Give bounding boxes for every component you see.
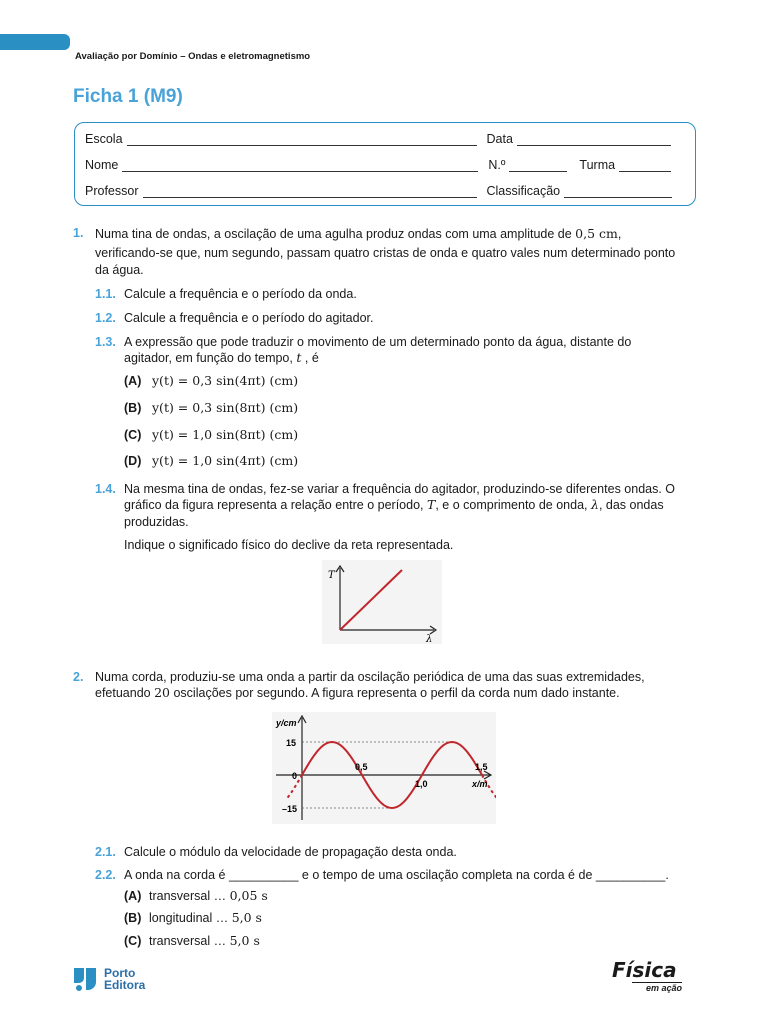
page-title: Ficha 1 (M9) xyxy=(73,86,183,107)
graph-y-label: T xyxy=(328,570,335,581)
porto-editora-icon xyxy=(72,966,100,992)
q14-text-b-mid: , e o comprimento de onda, xyxy=(435,498,588,512)
q13-option-a-label: (A) xyxy=(124,374,142,388)
q22-option-b-label: (B) xyxy=(124,911,142,925)
q1-text-a-end: , xyxy=(617,227,622,241)
q13-option-c-label: (C) xyxy=(124,428,142,442)
turma-field[interactable] xyxy=(619,160,671,172)
q13-text-b xyxy=(124,350,319,367)
q1-text-line1 xyxy=(95,226,621,243)
q13-text-a: A expressão que pode traduzir o movimento de um determinado ponto da água, distante do xyxy=(124,335,632,349)
wave-xtick-1-5: 1,5 xyxy=(475,762,488,772)
q11-number: 1.1. xyxy=(95,287,116,301)
numero-field[interactable] xyxy=(509,160,567,172)
q22-number: 2.2. xyxy=(95,868,116,882)
q14-text-c: produzidas. xyxy=(124,515,189,529)
q11-text: Calcule a frequência e o período da onda. xyxy=(124,287,357,301)
q13-option-a[interactable] xyxy=(124,373,298,390)
row-nome xyxy=(85,158,671,172)
q22-text: A onda na corda é __________ e o tempo de uma oscilação completa na corda é de __________. xyxy=(124,868,669,882)
q14-text-a: Na mesma tina de ondas, fez-se variar a frequência do agitador, produzindo-se diferentes ondas. O xyxy=(124,482,676,496)
q14-text-b-pre: gráfico da figura representa a relação entre o período, xyxy=(124,498,424,512)
porto-editora-logo xyxy=(72,966,145,992)
q22-option-c[interactable] xyxy=(124,933,260,950)
period-wavelength-graph xyxy=(322,560,442,644)
q14-text-b xyxy=(124,497,664,514)
string-wave-chart xyxy=(272,712,496,824)
row-escola xyxy=(85,132,671,146)
q14-number: 1.4. xyxy=(95,482,116,496)
q22-option-b-text: longitudinal … xyxy=(149,911,229,925)
row-professor xyxy=(85,184,672,198)
fisica-em-acao-logo xyxy=(612,958,682,993)
escola-field[interactable] xyxy=(127,134,477,146)
q22-option-c-label: (C) xyxy=(124,934,142,948)
q2-text-a: Numa corda, produziu-se uma onda a partir da oscilação periódica de uma das suas extremidades, xyxy=(95,670,645,684)
identification-box xyxy=(74,122,696,206)
wave-y-label: y/cm xyxy=(276,718,297,728)
q13-option-b-label: (B) xyxy=(124,401,142,415)
data-field[interactable] xyxy=(517,134,671,146)
q13-option-c-expr: y(t) = 1,0 sin(8πt) (cm) xyxy=(152,427,299,442)
header-tab xyxy=(0,34,70,50)
professor-field[interactable] xyxy=(143,186,477,198)
wave-x-label: x/m xyxy=(472,779,488,789)
q2-text-b xyxy=(95,685,620,702)
q1-number: 1. xyxy=(73,226,84,240)
q22-option-a-text: transversal … xyxy=(149,889,227,903)
q22-option-b[interactable] xyxy=(124,910,262,927)
q22-option-c-text: transversal … xyxy=(149,934,227,948)
q13-option-b[interactable] xyxy=(124,400,298,417)
q22-option-a[interactable] xyxy=(124,888,268,905)
q14-text-b-end: , das ondas xyxy=(598,498,664,512)
publisher-line2: Editora xyxy=(104,978,146,992)
q13-number: 1.3. xyxy=(95,335,116,349)
nome-label: Nome xyxy=(85,158,119,172)
q13-option-a-expr: y(t) = 0,3 sin(4πt) (cm) xyxy=(152,373,299,388)
wave-ytick-neg15: –15 xyxy=(282,804,298,814)
q13-text-b-pre: agitador, em função do tempo, xyxy=(124,351,293,365)
professor-label: Professor xyxy=(85,184,139,198)
wave-xtick-0-5: 0,5 xyxy=(355,762,368,772)
brand-subtitle: em ação xyxy=(632,982,682,993)
q21-number: 2.1. xyxy=(95,845,116,859)
wave-xtick-1-0: 1,0 xyxy=(415,779,428,789)
classificacao-field[interactable] xyxy=(564,186,672,198)
q1-text-b: verificando-se que, num segundo, passam quatro cristas de onda e quatro vales num determinado ponto xyxy=(95,246,676,260)
turma-label: Turma xyxy=(579,158,616,172)
q14-lambda-symbol: λ xyxy=(591,497,599,512)
numero-label: N.º xyxy=(488,158,506,172)
q1-text-c: da água. xyxy=(95,263,144,277)
nome-field[interactable] xyxy=(122,160,478,172)
q1-amplitude: 0,5 cm xyxy=(575,226,618,241)
escola-label: Escola xyxy=(85,132,123,146)
q1-text-a: Numa tina de ondas, a oscilação de uma agulha produz ondas com uma amplitude de xyxy=(95,227,572,241)
q13-option-d-label: (D) xyxy=(124,454,142,468)
publisher-line1: Porto xyxy=(104,966,136,980)
brand-title: Física xyxy=(612,958,677,982)
q13-option-d[interactable] xyxy=(124,453,298,470)
q12-text: Calcule a frequência e o período do agitador. xyxy=(124,311,374,325)
q13-option-d-expr: y(t) = 1,0 sin(4πt) (cm) xyxy=(152,453,299,468)
q22-option-a-value: 0,05 s xyxy=(229,888,268,903)
q13-t-symbol: t xyxy=(296,350,302,365)
data-label: Data xyxy=(486,132,513,146)
q13-option-b-expr: y(t) = 0,3 sin(8πt) (cm) xyxy=(152,400,299,415)
q14-text-d: Indique o significado físico do declive da reta representada. xyxy=(124,538,454,552)
q12-number: 1.2. xyxy=(95,311,116,325)
q2-oscillations: 20 xyxy=(154,685,170,700)
q2-text-b-end: oscilações por segundo. A figura representa o perfil da corda num dado instante. xyxy=(173,686,620,700)
q22-option-c-value: 5,0 s xyxy=(229,933,260,948)
graph-x-label: λ xyxy=(426,634,433,644)
q22-option-b-value: 5,0 s xyxy=(231,910,262,925)
q21-text: Calcule o módulo da velocidade de propagação desta onda. xyxy=(124,845,457,859)
q2-text-b-pre: efetuando xyxy=(95,686,151,700)
page-header: Avaliação por Domínio – Ondas e eletromagnetismo xyxy=(75,51,311,62)
q13-text-b-end: , é xyxy=(304,351,319,365)
classificacao-label: Classificação xyxy=(486,184,561,198)
q22-option-a-label: (A) xyxy=(124,889,142,903)
wave-ytick-15: 15 xyxy=(286,738,297,748)
q2-number: 2. xyxy=(73,670,84,684)
q14-T-symbol: T xyxy=(426,497,436,512)
q13-option-c[interactable] xyxy=(124,427,298,444)
wave-ytick-0: 0 xyxy=(292,771,298,781)
